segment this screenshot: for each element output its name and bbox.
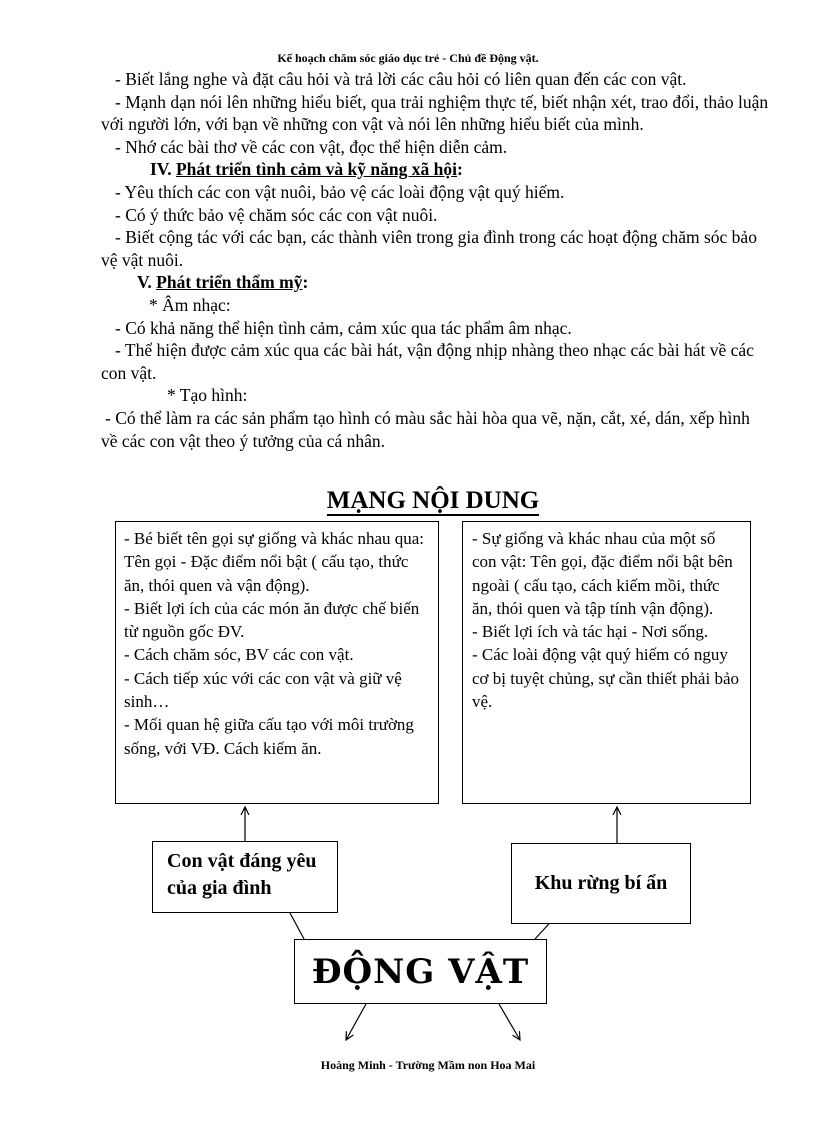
text-line: - Thể hiện được cảm xúc qua các bài hát, vận động nhịp nhàng theo nhạc các bài hát về các con vật. [101, 340, 754, 383]
arrow-center-down-left [346, 1004, 366, 1040]
heading-text: Phát triển thẩm mỹ [156, 272, 303, 293]
text-line: - Có thể làm ra các sản phẩm tạo hình có màu sắc hài hòa qua vẽ, nặn, cắt, xé, dán, xếp hình về các con vật theo ý tưởng của cá nhân. [101, 407, 750, 451]
arrow-center-down-right [499, 1004, 520, 1040]
line-center-to-family [290, 913, 304, 939]
box-item: - Sự giống và khác nhau của một số con vật: Tên gọi, đặc điểm nổi bật bên ngoài ( cấu tạo, cách kiếm mồi, thức ăn, thói quen và tập tính vận động). [472, 529, 733, 618]
heading-number: IV. [150, 159, 176, 180]
page-header: Kế hoạch chăm sóc giáo dục trẻ - Chủ đề Động vật. [277, 51, 539, 65]
right-content-box [462, 521, 751, 804]
text-line: - Yêu thích các con vật nuôi, bảo vệ các loài động vật quý hiếm. [115, 181, 565, 202]
forest-label: Khu rừng bí ẩn [534, 872, 668, 894]
family-animals-box: Con vật đáng yêu của gia đình [152, 841, 338, 913]
page-footer: Hoàng Minh - Trường Mầm non Hoa Mai [320, 1058, 536, 1072]
box-item: - Các loài động vật quý hiếm có nguy cơ bị tuyệt chủng, sự cần thiết phải bảo vệ. [472, 645, 739, 712]
sub-heading: * Tạo hình: [167, 385, 248, 406]
text-line: - Biết cộng tác với các bạn, các thành viên trong gia đình trong các hoạt động chăm sóc bảo vệ vật nuôi. [101, 227, 757, 270]
box-item: - Mối quan hệ giữa cấu tạo với môi trường sống, với VĐ. Cách kiếm ăn. [124, 715, 414, 758]
left-content-box [115, 521, 439, 804]
heading-text: Phát triển tình cảm và kỹ năng xã hội [175, 159, 457, 180]
sub-heading: * Âm nhạc: [149, 294, 231, 315]
box-item: - Biết lợi ích của các món ăn được chế biến từ nguồn gốc ĐV. [124, 598, 420, 642]
heading-colon: : [302, 272, 309, 293]
heading-number: V. [137, 272, 157, 293]
text-line: - Có ý thức bảo vệ chăm sóc các con vật nuôi. [115, 204, 438, 225]
box-item: - Cách tiếp xúc với các con vật và giữ vệ sinh… [124, 668, 402, 712]
text-line: - Mạnh dạn nói lên những hiểu biết, qua trải nghiệm thực tế, biết nhận xét, trao đổi, thảo luận với người lớn, với bạn về những con vật và nói lên những hiểu biết của mình. [101, 91, 769, 135]
text-line: - Nhớ các bài thơ về các con vật, đọc thể hiện diễn cảm. [115, 136, 508, 157]
mysterious-forest-box [511, 843, 691, 924]
text-line: - Có khả năng thể hiện tình cảm, cảm xúc qua tác phẩm âm nhạc. [115, 317, 572, 338]
heading-colon: : [456, 159, 463, 180]
text-line: - Biết lắng nghe và đặt câu hỏi và trả lời các câu hỏi có liên quan đến các con vật. [115, 69, 687, 89]
network-title-text: MẠNG NỘI DUNG [326, 487, 540, 514]
box-item: - Biết lợi ích và tác hại - Nơi sống. [472, 622, 709, 642]
box-item: - Cách chăm sóc, BV các con vật. [124, 645, 354, 665]
center-topic-box [294, 939, 547, 1004]
box-item: - Bé biết tên gọi sự giống và khác nhau qua: Tên gọi - Đặc điểm nổi bật ( cấu tạo, thức ăn, thói quen và vận động). [124, 529, 425, 595]
center-topic-label: ĐỘNG VẬT [311, 951, 530, 992]
